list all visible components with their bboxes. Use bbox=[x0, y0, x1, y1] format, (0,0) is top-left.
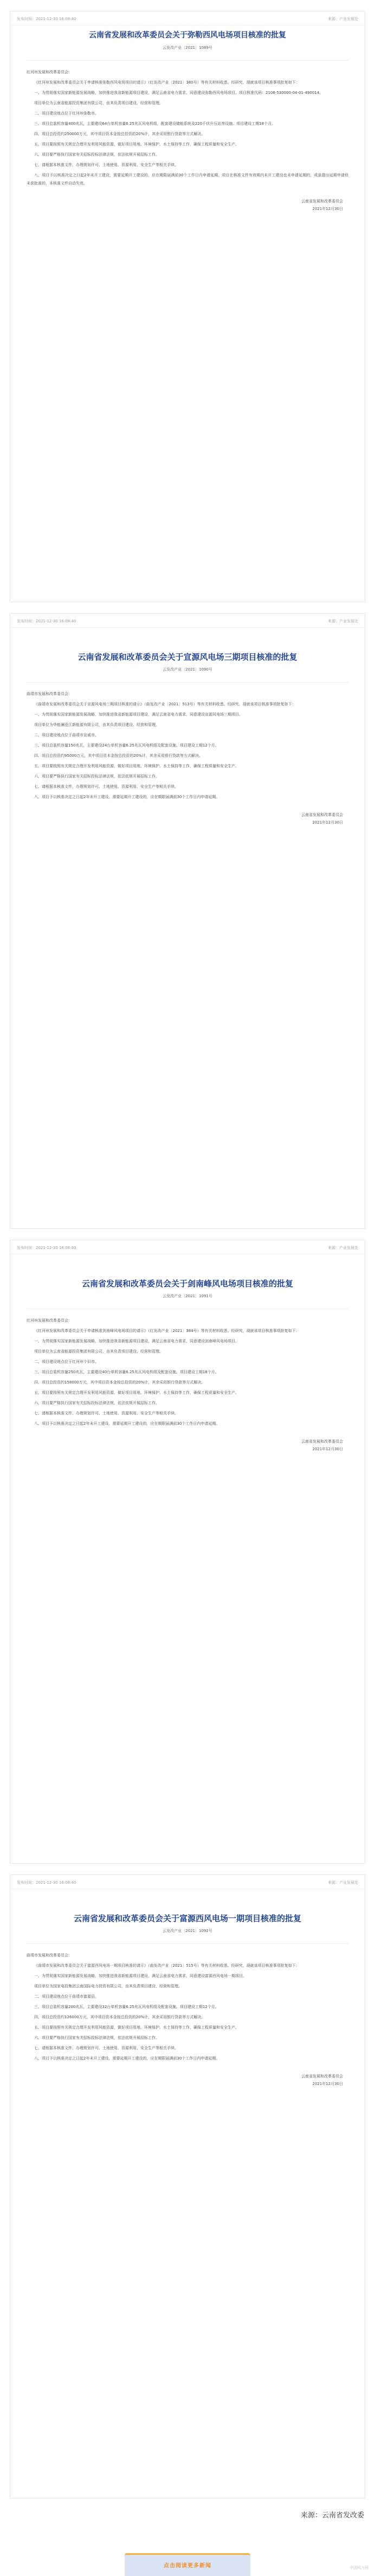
paragraph: 五、项目要按照有关规定合理开发利用风能资源，做好项目用地、环境保护、水土保持等工作，确保工程质量和安全生产。 bbox=[34, 142, 239, 146]
document-card-4 bbox=[10, 1874, 365, 2498]
paragraph: 四、项目总投资约95000万元，其中项目资本金按总投资的20%计，其余采用银行贷款等方式解决。 bbox=[34, 754, 203, 758]
addressee: 曲靖市发展和改革委员会： bbox=[27, 692, 72, 696]
paragraph: 二、项目建设地点位于曲靖市富源县。 bbox=[34, 1994, 99, 1999]
article-source: 来源：云南省发改委 bbox=[300, 2511, 364, 2520]
paragraph: 三、项目总装机容量250兆瓦，主要建设40台单机容量6.25兆瓦风电机组及配套设施。项目建设工期18个月。 bbox=[34, 1370, 219, 1374]
document-meta-bar bbox=[10, 1240, 365, 1254]
paragraph: 八、项目予以核准决定之日起2年未开工建设，需要延期开工建设的，应在期限届满前30个工作日内申请延期。 bbox=[34, 2056, 220, 2061]
signature: 云南省发展和改革委员会 bbox=[301, 199, 343, 203]
paragraph: 《红河州发展和改革委员会关于申请核准剑南峰风电场项目的请示》（红发改产业〔2021〕384号）等有关材料收悉。经研究，现就该项目核准事项批复如下： bbox=[34, 1329, 300, 1333]
document-number: 云发改产业〔2021〕1092号 bbox=[163, 1929, 212, 1933]
signature: 云南省发展和改革委员会 bbox=[301, 2074, 343, 2078]
read-more-banner[interactable] bbox=[125, 2553, 250, 2576]
paragraph: 八、项目予以核准决定之日起2年未开工建设，需要延期开工建设的，应在期限届满前30个工作日内申请延期。 bbox=[34, 1421, 220, 1426]
source-office: 来源：产业发展处 bbox=[328, 1880, 358, 1885]
paragraph: 一、为贯彻落实国家新能源发展战略，加快推进我省新能源项目建设，满足云南省电力需求，同意建设弥勒西风电场项目。项目核准代码：2108-530000-04-01-490014。 bbox=[34, 91, 324, 95]
signature-date: 2021年12月30日 bbox=[312, 1447, 343, 1451]
publish-time: 发布时间：2021-12-30 16:08:40 bbox=[17, 1880, 76, 1885]
document-title: 云南省发展和改革委员会关于剑南峰风电场项目核准的批复 bbox=[81, 1279, 293, 1289]
publish-time: 发布时间：2021-12-30 16:08:40 bbox=[17, 17, 76, 21]
document-body bbox=[27, 682, 348, 826]
paragraph: 项目单位为国家电投集团云南国际电力投资有限公司，由其负责项目建设、经营和管理。 bbox=[34, 1984, 182, 1988]
paragraph: 三、项目总装机容量400兆瓦，主要建设64台单机容量6.25兆瓦风电机组，配套建设储能系统及220千伏升压站等设施。项目建设工期18个月。 bbox=[34, 122, 276, 126]
document-meta-bar bbox=[10, 11, 365, 25]
source-row bbox=[0, 2504, 375, 2526]
site-watermark: 中国风力网 bbox=[350, 2566, 368, 2570]
read-more-link[interactable]: 点击阅读更多新闻 bbox=[164, 2563, 211, 2569]
document-number: 云发改产业〔2021〕1090号 bbox=[163, 667, 212, 672]
document-body bbox=[27, 1309, 348, 1453]
addressee: 红河州发展和改革委员会： bbox=[27, 1318, 72, 1323]
addressee: 红河州发展和改革委员会： bbox=[27, 70, 72, 74]
document-number: 云发改产业〔2021〕1091号 bbox=[163, 1294, 212, 1298]
paragraph: 六、项目要严格执行国家有关招标投标法律法规，依法依规开展招标工作。 bbox=[34, 152, 159, 157]
document-body bbox=[27, 1943, 348, 2088]
paragraph: 八、项目予以核准决定之日起2年未开工建设，需要延期开工建设的，应在期限届满前30个工作日内申请延期。项目在核准文件有效期内未开工建设也未申请延期的，或虽提出延期申请但未获批准的，本核准文件自动失效。 bbox=[27, 173, 348, 186]
paragraph: 六、项目要严格执行国家有关招标投标法律法规，依法依规开展招标工作。 bbox=[34, 2036, 159, 2040]
paragraph: 一、为贯彻落实国家新能源发展战略，加快推进我省新能源项目建设，满足云南省电力需求，同意建设富源西风电场一期项目。 bbox=[34, 1974, 247, 1978]
paragraph: 五、项目要按照有关规定合理开发利用风能资源，做好项目用地、环境保护、水土保持等工作，确保工程质量和安全生产。 bbox=[34, 764, 239, 768]
document-body bbox=[27, 60, 348, 213]
paragraph: 《曲靖市发展和改革委员会关于富源西风电场一期项目核准的请示》（曲发改产业〔2021〕515号）等有关材料收悉。经研究，现就该项目核准事项批复如下： bbox=[34, 1963, 300, 1968]
paragraph: 七、请根据本核准文件，办理规划许可、土地使用、资源利用、安全生产等相关手续。 bbox=[34, 2046, 178, 2050]
paragraph: 《红河州发展和改革委员会关于申请核准弥勒西风电场项目的请示》（红发改产业〔2021〕380号）等有关材料收悉。经研究，现就该项目核准事项批复如下： bbox=[34, 80, 300, 85]
paragraph: 一、为贯彻落实国家新能源发展战略，加快推进我省新能源项目建设，满足云南省电力需求，同意建设剑南峰风电场项目。 bbox=[34, 1339, 239, 1343]
publish-time: 发布时间：2021-12-30 16:08:40 bbox=[17, 619, 76, 623]
source-office: 来源：产业发展处 bbox=[328, 619, 358, 623]
paragraph: 项目单位为云南省能源投资集团有限公司，由其负责项目建设、经营和管理。 bbox=[34, 1349, 163, 1354]
paragraph: 三、项目总装机容量150兆瓦，主要建设24台单机容量6.25兆瓦风电机组及配套设施。项目建设工期12个月。 bbox=[34, 743, 219, 748]
paragraph: 七、请根据本核准文件，办理规划许可、土地使用、资源利用、安全生产等相关手续。 bbox=[34, 1411, 178, 1415]
document-card-2 bbox=[10, 613, 365, 1229]
signature: 云南省发展和改革委员会 bbox=[301, 813, 343, 817]
paragraph: 七、请根据本核准文件，办理规划许可、土地使用、资源利用、安全生产等相关手续。 bbox=[34, 785, 178, 789]
document-card-3 bbox=[10, 1240, 365, 1864]
signature: 云南省发展和改革委员会 bbox=[301, 1439, 343, 1444]
paragraph: 三、项目总装机容量200兆瓦，主要建设32台单机容量6.25兆瓦风电机组及配套设施。项目建设工期12个月。 bbox=[34, 2005, 219, 2009]
paragraph: 二、项目建设地点位于红河州个旧市。 bbox=[34, 1360, 99, 1364]
paragraph: 二、项目建设地点位于曲靖市宣威市。 bbox=[34, 733, 99, 737]
paragraph: 六、项目要严格执行国家有关招标投标法律法规，依法依规开展招标工作。 bbox=[34, 774, 159, 779]
document-title: 云南省发展和改革委员会关于弥勒西风电场项目核准的批复 bbox=[89, 31, 286, 40]
source-office: 来源：产业发展处 bbox=[328, 17, 358, 21]
paragraph: 四、项目总投资约126000万元，其中项目资本金按总投资的20%计，其余采用银行贷款等方式解决。 bbox=[34, 2015, 205, 2019]
paragraph: 六、项目要严格执行国家有关招标投标法律法规，依法依规开展招标工作。 bbox=[34, 1401, 159, 1405]
signature-date: 2021年12月30日 bbox=[312, 820, 343, 825]
paragraph: 一、为贯彻落实国家新能源发展战略，加快推进我省新能源项目建设，满足云南省电力需求，同意建设宣源风电场三期项目。 bbox=[34, 712, 243, 717]
signature-date: 2021年12月30日 bbox=[312, 207, 343, 211]
paragraph: 四、项目总投资约250000万元，其中项目资本金按总投资的20%计，其余采用银行贷款等方式解决。 bbox=[34, 132, 205, 136]
addressee: 曲靖市发展和改革委员会： bbox=[27, 1953, 72, 1957]
paragraph: 七、请根据本核准文件，办理规划许可、土地使用、资源利用、安全生产等相关手续。 bbox=[34, 163, 178, 167]
source-office: 来源：产业发展处 bbox=[328, 1246, 358, 1250]
document-card-1 bbox=[10, 11, 365, 602]
paragraph: 项目单位为云南省能源投资集团有限公司，由其负责项目建设、经营和管理。 bbox=[34, 101, 163, 105]
document-meta-bar bbox=[10, 1875, 365, 1889]
document-title: 云南省发展和改革委员会关于富源西风电场一期项目核准的批复 bbox=[73, 1914, 301, 1923]
paragraph: 项目单位为华能澜沧江新能源有限公司，由其负责项目建设、经营和管理。 bbox=[34, 723, 159, 727]
paragraph: 四、项目总投资约158000万元，其中项目资本金按总投资的20%计，其余采用银行贷款等方式解决。 bbox=[34, 1380, 205, 1385]
publish-time: 发布时间：2021-12-30 16:08:40 bbox=[17, 1246, 76, 1250]
paragraph: 五、项目要按照有关规定合理开发利用风能资源，做好项目用地、环境保护、水土保持等工作，确保工程质量和安全生产。 bbox=[34, 1391, 239, 1395]
document-title: 云南省发展和改革委员会关于宣源风电场三期项目核准的批复 bbox=[77, 652, 298, 662]
document-meta-bar bbox=[10, 614, 365, 628]
signature-date: 2021年12月30日 bbox=[312, 2082, 343, 2086]
paragraph: 《曲靖市发展和改革委员会关于宣源风电场三期项目核准的请示》（曲发改产业〔2021〕513号）等有关材料收悉。经研究，现就该项目核准事项批复如下： bbox=[34, 702, 296, 706]
paragraph: 八、项目予以核准决定之日起2年未开工建设，需要延期开工建设的，应在期限届满前30个工作日内申请延期。 bbox=[34, 795, 220, 799]
paragraph: 五、项目要按照有关规定合理开发利用风能资源，做好项目用地、环境保护、水土保持等工作，确保工程质量和安全生产。 bbox=[34, 2025, 239, 2030]
paragraph: 二、项目建设地点位于红河州弥勒市。 bbox=[34, 111, 99, 116]
document-number: 云发改产业〔2021〕1089号 bbox=[163, 46, 212, 50]
